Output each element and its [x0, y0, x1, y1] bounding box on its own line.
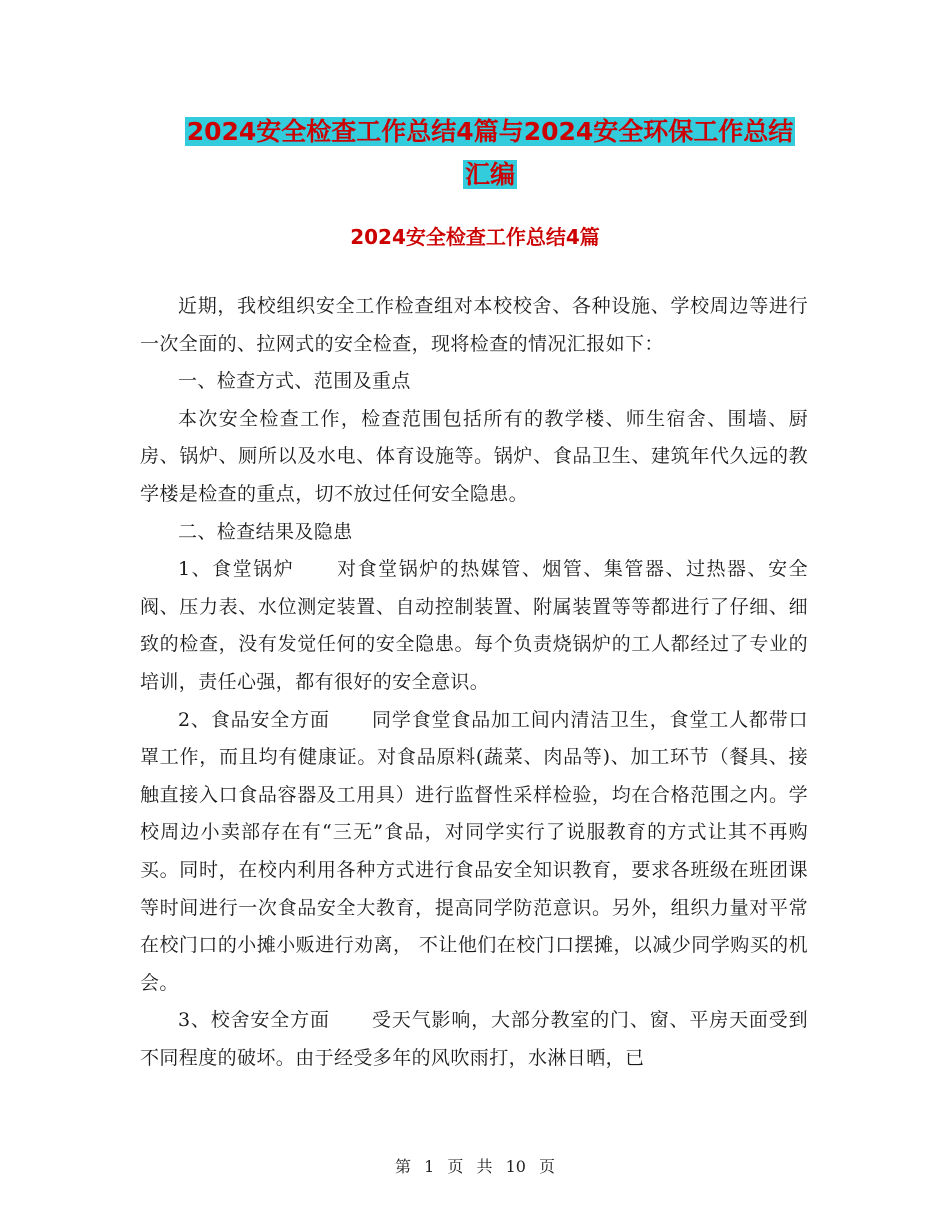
item-paragraph — [140, 1002, 808, 1077]
item-text: 受天气影响，大部分教室的门、窗、平房天面受到不同程度的破坏。由于经受多年的风吹雨打，水淋日晒，已 — [140, 1009, 808, 1069]
paragraph-heading: 一、检查方式、范围及重点 — [178, 370, 411, 393]
item-heading: 3、校舍安全方面 — [178, 1009, 330, 1032]
item-text: 对食堂锅炉的热媒管、烟管、集管器、过热器、安全阀、压力表、水位测定装置、自动控制装置、附属装置等等都进行了仔细、细致的检查，没有发觉任何的安全隐患。每个负责烧锅炉的工人都经过了专业的培训，责任心强，都有很好的安全意识。 — [140, 558, 808, 693]
item-heading: 1、食堂锅炉 — [178, 558, 295, 581]
document-title-line-2: 汇编 — [464, 160, 515, 189]
page-footer: 第 1 页 共 10 页 — [394, 1157, 556, 1176]
item-heading: 2、食品安全方面 — [178, 708, 330, 731]
total-page-count: 10 — [505, 1157, 526, 1176]
paragraph-heading: 二、检查结果及隐患 — [178, 520, 353, 543]
current-page-number: 1 — [424, 1157, 435, 1176]
document-body — [140, 288, 808, 1077]
item-paragraph — [140, 551, 808, 701]
paragraph: 本次安全检查工作，检查范围包括所有的教学楼、师生宿舍、围墙、厨房、锅炉、厕所以及水电、体育设施等。锅炉、食品卫生、建筑年代久远的教学楼是检查的重点，切不放过任何安全隐患。 — [140, 407, 808, 505]
document-title-line-1: 2024安全检查工作总结4篇与2024安全环保工作总结 — [186, 117, 794, 146]
item-paragraph — [140, 702, 808, 1003]
section-title: 2024安全检查工作总结4篇 — [350, 225, 600, 249]
item-text: 同学食堂食品加工间内清洁卫生，食堂工人都带口罩工作，而且均有健康证。对食品原料(蔬菜、肉品等)、加工环节（餐具、接触直接入口食品容器及工用具）进行监督性采样检验，均在合格范围之内。学校周边小卖部存在有“三无”食品，对同学实行了说服教育的方式让其不再购买。同时，在校内利用各种方式进行食品安全知识教育，要求各班级在班团课等时间进行一次食品安全大教育，提高同学防范意识。另外，组织力量对平常在校门口的小摊小贩进行劝离， 不让他们在校门口摆摊，以减少同学购买的机会。 — [140, 708, 808, 994]
paragraph: 近期，我校组织安全工作检查组对本校校舍、各种设施、学校周边等进行一次全面的、拉网式的安全检查，现将检查的情况汇报如下： — [140, 295, 808, 355]
